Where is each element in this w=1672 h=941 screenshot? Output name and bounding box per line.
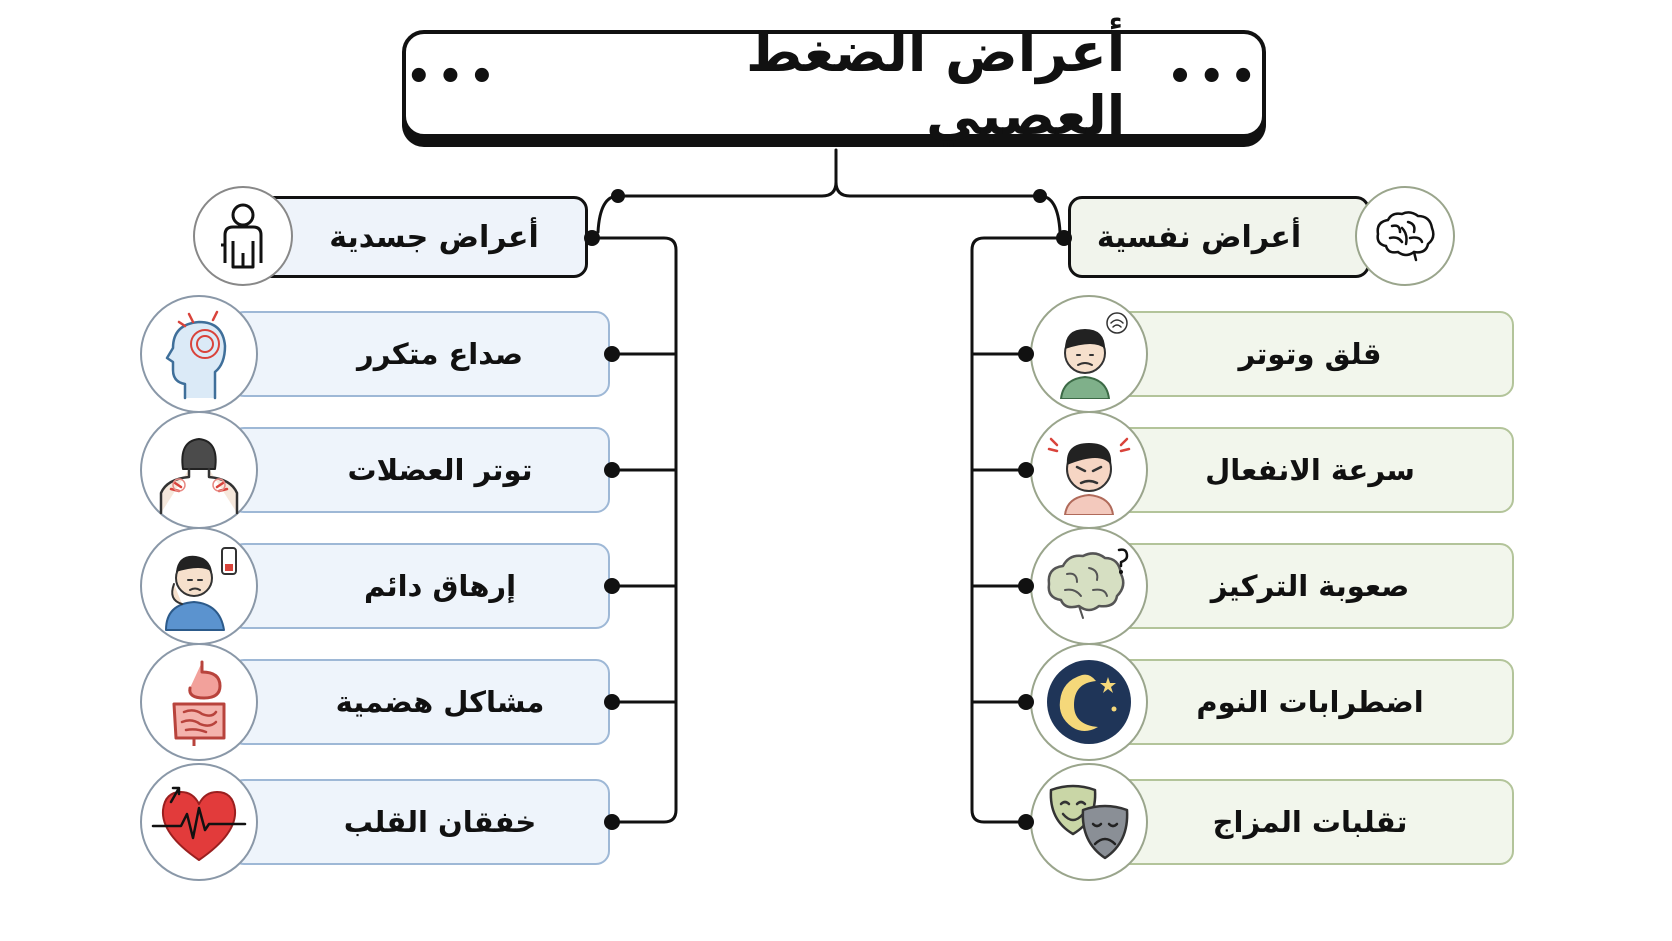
- connector-dot-physical-header: [584, 230, 600, 246]
- connector-dot: [1018, 462, 1034, 478]
- muscle-tension-icon: [140, 411, 258, 529]
- headache-icon: [140, 295, 258, 413]
- confused-brain-icon: [1030, 527, 1148, 645]
- physical-item-label: إرهاق دائم: [363, 569, 517, 603]
- digestive-system-icon: [140, 643, 258, 761]
- physical-item-fatigue: [230, 543, 610, 629]
- psych-header-label: أعراض نفسية: [1096, 219, 1302, 255]
- physical-header-label: أعراض جسدية: [329, 219, 539, 255]
- connector-dot: [604, 462, 620, 478]
- physical-item-label: مشاكل هضمية: [335, 685, 545, 719]
- psych-item-irritability: [1110, 427, 1514, 513]
- psych-item-mood: [1110, 779, 1514, 865]
- psych-item-label: صعوبة التركيز: [1210, 569, 1410, 603]
- theater-masks-icon: [1030, 763, 1148, 881]
- connector-dot-psych-header: [1056, 230, 1072, 246]
- physical-item-digestive: [230, 659, 610, 745]
- connector-dot: [1018, 578, 1034, 594]
- connector-dot: [604, 694, 620, 710]
- fatigue-icon: [140, 527, 258, 645]
- psych-item-concentration: [1110, 543, 1514, 629]
- connector-dot: [604, 346, 620, 362]
- psych-item-label: قلق وتوتر: [1238, 337, 1382, 371]
- physical-item-label: صداع متكرر: [357, 337, 524, 371]
- title-box: [402, 21, 1266, 147]
- heart-palpitation-icon: [140, 763, 258, 881]
- anxious-face-icon: [1030, 295, 1148, 413]
- connector-dot: [1018, 814, 1034, 830]
- physical-item-label: خفقان القلب: [343, 805, 537, 839]
- moon-stars-icon: [1030, 643, 1148, 761]
- person-outline-icon: [193, 186, 293, 286]
- psych-item-sleep: [1110, 659, 1514, 745]
- psych-item-label: اضطرابات النوم: [1196, 685, 1424, 719]
- psych-item-label: سرعة الانفعال: [1205, 453, 1415, 487]
- psychological-symptoms-header: [1068, 196, 1370, 278]
- connector-dot: [604, 578, 620, 594]
- page-title: أعراض الضغط العصبي: [746, 21, 1126, 147]
- physical-item-heart: [230, 779, 610, 865]
- angry-face-icon: [1030, 411, 1148, 529]
- title-dots-right: •••: [1167, 54, 1262, 100]
- brain-outline-icon: [1355, 186, 1455, 286]
- connector-dot: [1018, 346, 1034, 362]
- physical-item-label: توتر العضلات: [347, 453, 533, 487]
- physical-item-headache: [230, 311, 610, 397]
- psych-item-label: تقلبات المزاج: [1212, 805, 1408, 839]
- connector-dot: [604, 814, 620, 830]
- physical-item-muscle: [230, 427, 610, 513]
- title-dots-left: •••: [406, 54, 501, 100]
- connector-dot: [1018, 694, 1034, 710]
- psych-item-anxiety: [1110, 311, 1514, 397]
